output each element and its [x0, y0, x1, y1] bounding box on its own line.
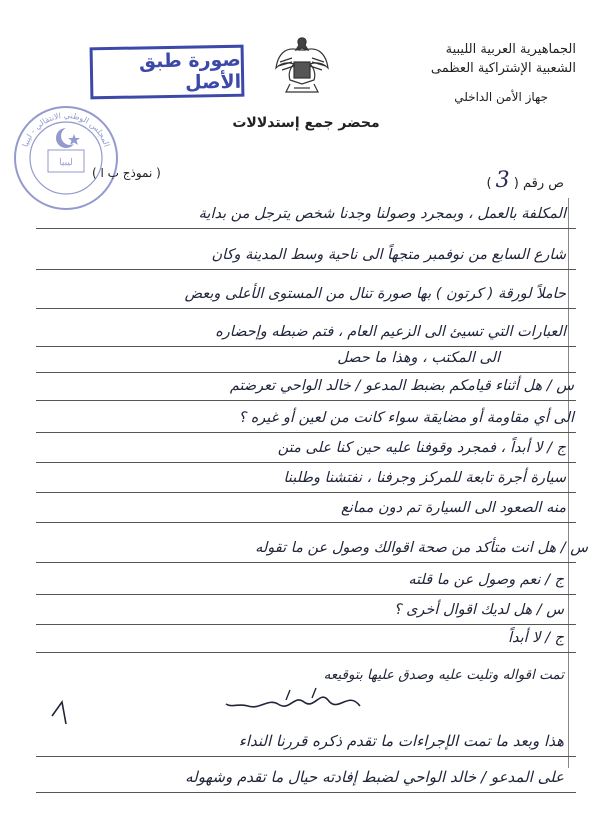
- ruled-line: [36, 228, 576, 229]
- ruled-line: [36, 594, 576, 595]
- ruled-line: [36, 792, 576, 793]
- round-stamp-text: المجلس الوطني الانتقالي - ليبيا: [20, 110, 112, 148]
- ruled-line: [36, 492, 576, 493]
- ruled-line: [36, 652, 576, 653]
- ruled-line: [36, 522, 576, 523]
- ruled-line: [36, 562, 576, 563]
- handwritten-line: المكلفة بالعمل ، وبمجرد وصولنا وجدنا شخص يترجل من بداية: [198, 206, 566, 222]
- form-number: ( نموذج ب ا ): [92, 166, 161, 180]
- handwritten-line: العبارات التي تسيئ الى الزعيم العام ، فتم ضبطه وإحضاره: [215, 324, 566, 340]
- page-label: ص رقم (: [513, 176, 564, 191]
- page-number-field: [486, 168, 564, 193]
- round-stamp-center: ليبيا: [59, 158, 73, 168]
- handwritten-line: ج / لا أبداً: [507, 630, 564, 646]
- eagle-emblem-icon: [272, 32, 332, 96]
- handwritten-line: سيارة أجرة تابعة للمركز وجرفنا ، نفتشنا وطلبنا: [283, 470, 566, 486]
- handwritten-line: حاملاً لورقة ( كرتون ) بها صورة تنال من المستوى الأعلى وبعض: [184, 286, 566, 302]
- handwritten-line: س / هل أثناء قيامكم بضبط المدعو / خالد الواحي تعرضتم: [229, 378, 574, 394]
- handwritten-line: س / هل انت متأكد من صحة اقوالك وصول عن ما تقوله: [255, 540, 588, 556]
- handwritten-line: س / هل لديك اقوال أخرى ؟: [393, 602, 564, 618]
- svg-text:المجلس الوطني الانتقالي - ليبي: [21, 111, 112, 148]
- organization-header: [431, 40, 576, 107]
- ruled-line: [36, 269, 576, 270]
- copy-stamp: صورة طبق الأصل: [90, 45, 245, 100]
- ruled-line: [36, 308, 576, 309]
- ruled-line: [36, 624, 576, 625]
- handwritten-line: ج / نعم وصول عن ما قلته: [408, 572, 564, 588]
- tick-mark: [48, 690, 88, 730]
- org-line-1: الجماهيرية العربية الليبية: [445, 42, 576, 57]
- handwritten-line: ج / لا أبداً ، فمجرد وقوفنا عليه حين كنا على متن: [277, 440, 566, 456]
- handwritten-line: الى أي مقاومة أو مضايقة سواء كانت من لعين أو غيره ؟: [238, 410, 574, 426]
- closing-line: تمت اقواله وتليت عليه وصدق عليها بتوقيعه: [323, 667, 564, 683]
- org-line-2: الشعبية الإشتراكية العظمى: [430, 61, 576, 76]
- handwritten-line: الى المكتب ، وهذا ما حصل: [337, 350, 500, 366]
- ruled-line: [36, 756, 576, 757]
- page-number: 3: [495, 168, 510, 193]
- ruled-line: [36, 462, 576, 463]
- margin-line: [568, 198, 569, 768]
- ruled-line: [36, 432, 576, 433]
- footer-handwritten-line: هذا وبعد ما تمت الإجراءات ما تقدم ذكره قررنا النداء: [238, 732, 564, 750]
- page-close: ): [486, 176, 492, 191]
- ruled-line: [36, 372, 576, 373]
- ruled-line: [36, 400, 576, 401]
- ruled-line: [36, 346, 576, 347]
- round-seal-stamp: [12, 104, 120, 212]
- handwritten-line: شارع السابع من نوفمبر متجهاً الى ناحية وسط المدينة وكان: [211, 247, 566, 263]
- org-line-3: جهاز الأمن الداخلي: [454, 90, 548, 104]
- handwritten-line: منه الصعود الى السيارة تم دون ممانع: [341, 500, 566, 516]
- form-title: محضر جمع إستدلالات: [232, 115, 380, 131]
- footer-handwritten-line: على المدعو / خالد الواحي لضبط إفادته حيال ما تقدم وشهوله: [185, 768, 564, 786]
